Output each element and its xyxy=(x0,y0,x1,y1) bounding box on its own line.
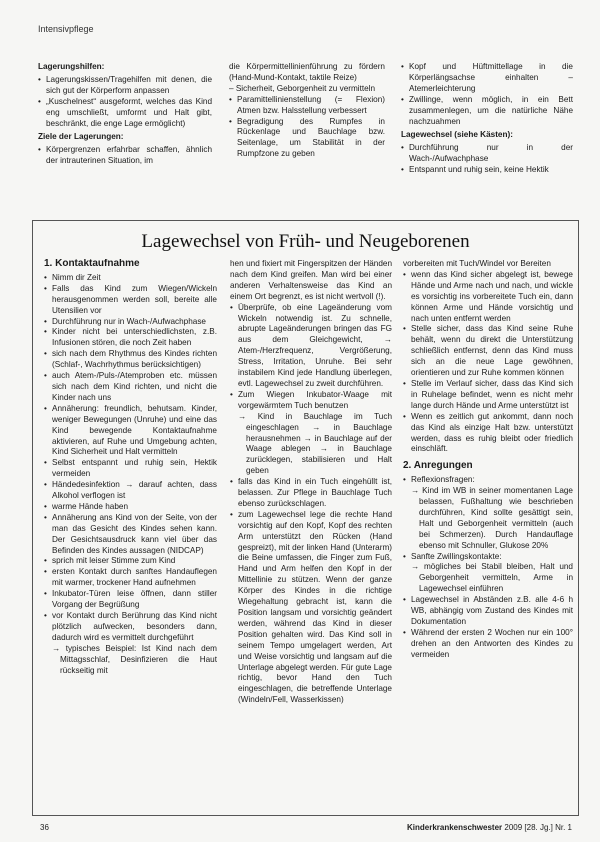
bullet-item: • Zum Wiegen Inkubator-Waage mit vorgewärmtem Tuch benutzen xyxy=(230,390,392,412)
section-heading: Lagerungshilfen: xyxy=(38,62,105,71)
section-heading: 1. Kontaktaufnahme xyxy=(44,259,140,269)
intro-column-3 xyxy=(401,62,573,212)
bullet-item: • Körpergrenzen erfahrbar schaffen, ähnlich der intrauterinen Situation, im xyxy=(38,145,212,167)
bullet-item: • Annäherung ans Kind von der Seite, von der man das Gesicht des Kindes sehen kann. Der Gesichtsausdruck kann viel über das Befinden des Kindes aussagen (NIDCAP) xyxy=(44,513,217,557)
bullet-item: • sich nach dem Rhythmus des Kindes richten (Schlaf-, Wachrhythmus berücksichtigen) xyxy=(44,349,217,371)
bullet-item: • Falls das Kind zum Wiegen/Wickeln herausgenommen werden soll, bereite alle Utensilien vor xyxy=(44,284,217,317)
page-number: 36 xyxy=(40,823,49,832)
journal-citation xyxy=(407,823,572,832)
section-heading: Ziele der Lagerungen: xyxy=(38,132,124,142)
bullet-item: • Paramittellinienstellung (= Flexion) Atmen bzw. Halsstellung verbessert xyxy=(229,95,385,117)
bullet-item: • Annäherung: freundlich, behutsam. Kinder, weniger Bewegungen (Unruhe) und eine das Kind bewegende Kontaktaufnahme aktivieren, auf Ruhe und Umgebung achten, Kind Sicherheit und Halt vermitteln xyxy=(44,404,217,459)
dash-item: – Sicherheit, Geborgenheit zu vermitteln xyxy=(229,83,376,93)
text-paragraph: vorbereiten mit Tuch/Windel vor Bereiten xyxy=(403,259,551,268)
bullet-item: • Sanfte Zwillingskontakte: xyxy=(403,552,573,563)
bullet-item: • Begradigung des Rumpfes in Rückenlage und Bauchlage bzw. Seitenlage, um Stabilität in der Rumpfzone zu geben xyxy=(229,117,385,161)
bullet-item: • auch Atem-/Puls-/Atemproben etc. müssen sich nach dem Kind richten, und nicht die Kinder nach uns xyxy=(44,371,217,404)
arrow-item: → mögliches bei Stabil bleiben, Halt und Geborgenheit vermitteln, Arme in Lagewechsel einführen xyxy=(411,562,573,594)
bullet-item: • vor Kontakt durch Berührung das Kind nicht plötzlich aufwecken, besonders dann, dadurch wird es vermittelt durchgeführt xyxy=(44,611,217,644)
arrow-item: → Kind in Bauchlage im Tuch eingeschlagen → in Bauchlage herausnehmen → in Bauchlage auf der Waage ablegen → in Bauchlage zurücklegen, stabilisieren und Halt geben xyxy=(238,411,392,476)
bullet-item: • Selbst entspannt und ruhig sein, Hektik vermeiden xyxy=(44,458,217,480)
bullet-item: • Lagerungskissen/Tragehilfen mit denen, die sich gut der Körperform anpassen xyxy=(38,75,212,97)
bullet-item: • Reflexionsfragen: xyxy=(403,475,573,486)
bullet-item: • Während der ersten 2 Wochen nur ein 100° drehen an den Antworten des Kindes zu vermeiden xyxy=(403,628,573,661)
bullet-item: • Zwillinge, wenn möglich, in ein Bett zusammenlegen, um die natürliche Nähe nachzuahmen xyxy=(401,95,573,128)
bullet-item: • Kopf und Hüftmittellage in die Körperlängsachse einhalten – Atemerleichterung xyxy=(401,62,573,95)
bullet-item: • warme Hände haben xyxy=(44,502,217,513)
bullet-item: • Wenn es zeitlich gut ankommt, dann noch das Kind als einzige Halt bzw. unterstützt werden, dass es ruhig bleibt oder friedlich einschläft. xyxy=(403,412,573,456)
bullet-item: • falls das Kind in ein Tuch eingehüllt ist, belassen. Zur Pflege in Bauchlage Tuch ebenso zurückschlagen. xyxy=(230,477,392,510)
box-column-2 xyxy=(230,259,392,812)
bullet-item: • Nimm dir Zeit xyxy=(44,273,217,284)
bullet-item: • Lagewechsel in Abständen z.B. alle 4-6 h WB, abhängig vom Zustand des Kindes mit Dokumentation xyxy=(403,595,573,628)
bullet-item: • Überprüfe, ob eine Lageänderung vom Wickeln notwendig ist. Zu schnelle, abrupte Lageänderungen bringen das FG aus dem Gleichgewicht, → Atem-/Herzfrequenz, Vergrößerung, Stress, Irritation, Unruhe. Bei sehr instabilem Kind jede Handlung überlegen, evtl. Lagewechsel zu zweit durchführen. xyxy=(230,303,392,390)
bullet-item: • ersten Kontakt durch sanftes Handauflegen mit warmer, trockener Hand aufnehmen xyxy=(44,567,217,589)
bullet-item: • wenn das Kind sicher abgelegt ist, bewege Hände und Arme nach und nach, und wickle es vorsichtig ins vorbereitete Tuch ein, dann können Arme und Hände vorsichtig und nach unten entfernt werden xyxy=(403,270,573,325)
bullet-item: • Durchführung nur in der Wach-/Aufwachphase xyxy=(401,143,573,165)
bullet-item: • sprich mit leiser Stimme zum Kind xyxy=(44,556,217,567)
journal-issue: 2009 [28. Jg.] Nr. 1 xyxy=(504,823,572,832)
bullet-item: • Entspannt und ruhig sein, keine Hektik xyxy=(401,165,573,176)
arrow-item: → typisches Beispiel: Ist Kind nach dem Mittagsschlaf, Desinfizieren die Haut rückseitig mit xyxy=(52,643,217,675)
intro-column-2 xyxy=(229,62,385,212)
bullet-item: • Stelle im Verlauf sicher, dass das Kind sich in Ruhelage befindet, wenn es nicht mehr lange durch Hände und Arme unterstützt ist xyxy=(403,379,573,412)
bullet-item: • Durchführung nur in Wach-/Aufwachphase xyxy=(44,317,217,328)
bullet-item: • Inkubator-Türen leise öffnen, dann stiller Vorgang der Begrüßung xyxy=(44,589,217,611)
box-title: Lagewechsel von Früh- und Neugeborenen xyxy=(141,231,470,252)
running-header: Intensivpflege xyxy=(38,24,94,34)
intro-column-1 xyxy=(38,62,212,212)
bullet-item: • Händedesinfektion → darauf achten, dass Alkohol verflogen ist xyxy=(44,480,217,502)
box-column-3 xyxy=(403,259,573,812)
journal-name: Kinderkrankenschwester xyxy=(407,823,503,832)
text-paragraph: hen und fixiert mit Fingerspitzen der Händen nach dem Kind greifen. Man wird bei einer anderen Verhaltensweise das Kind an einem Ort begrenzt, es ist nicht wertvoll (!). xyxy=(230,259,392,301)
bullet-item: • zum Lagewechsel lege die rechte Hand vorsichtig auf den Kopf, Kopf des rechten Arm unterstützt den Rücken (Hand gespreizt), mit der linken Hand (Unterarm) die Beine umfassen, die Finger zum Fuß, Hand und Arm helfen den Kopf in der Mittellinie zu stützen. Wenn der ganze Körper des Kindes in die richtige Wiegehaltung gebracht ist, kann die Position langsam und vorsichtig geändert werden, während das Kind in dieser Position gehalten wird. Das Kind soll in seinem Tempo umgelagert werden, Art und Weise vorsichtig und langsam auf die Unterlage abgelegt werden. Für gute Lage richtig, bevor Hand den Tuch eingeschlagen, die betreffende Unterlage (Windeln/Fell, Wasserkissen) xyxy=(230,510,392,706)
bullet-item: • Kinder nicht bei unterschiedlichsten, z.B. Infusionen stören, die noch Zeit haben xyxy=(44,327,217,349)
info-box xyxy=(32,220,579,816)
text-paragraph: die Körpermittellinienführung zu fördern (Hand-Mund-Kontakt, taktile Reize) xyxy=(229,62,385,82)
section-heading: 2. Anregungen xyxy=(403,460,473,472)
bullet-item: • Stelle sicher, dass das Kind seine Ruhe behält, wenn du direkt die Unterstützung schließlich entfernst, denn das Kind muss sich an die neue Lage gewöhnen, orientieren und zur Ruhe kommen können xyxy=(403,324,573,379)
section-heading: Lagewechsel (siehe Kästen): xyxy=(401,130,513,140)
arrow-item: → Kind im WB in seiner momentanen Lage belassen, Fußhaltung wie beschrieben durchführen, Kind sollte gesättigt sein, Halt und Geborgenheit vermitteln (auch bei Schmerzen). Durch Handauflage ebenso mit Schnuller, Glukose 20% xyxy=(411,486,573,550)
box-column-1 xyxy=(44,259,217,812)
bullet-item: • „Kuschelnest“ ausgeformt, welches das Kind eng umschließt, umformt und Halt gibt, beschränkt, die enge Lage ermöglicht) xyxy=(38,97,212,130)
